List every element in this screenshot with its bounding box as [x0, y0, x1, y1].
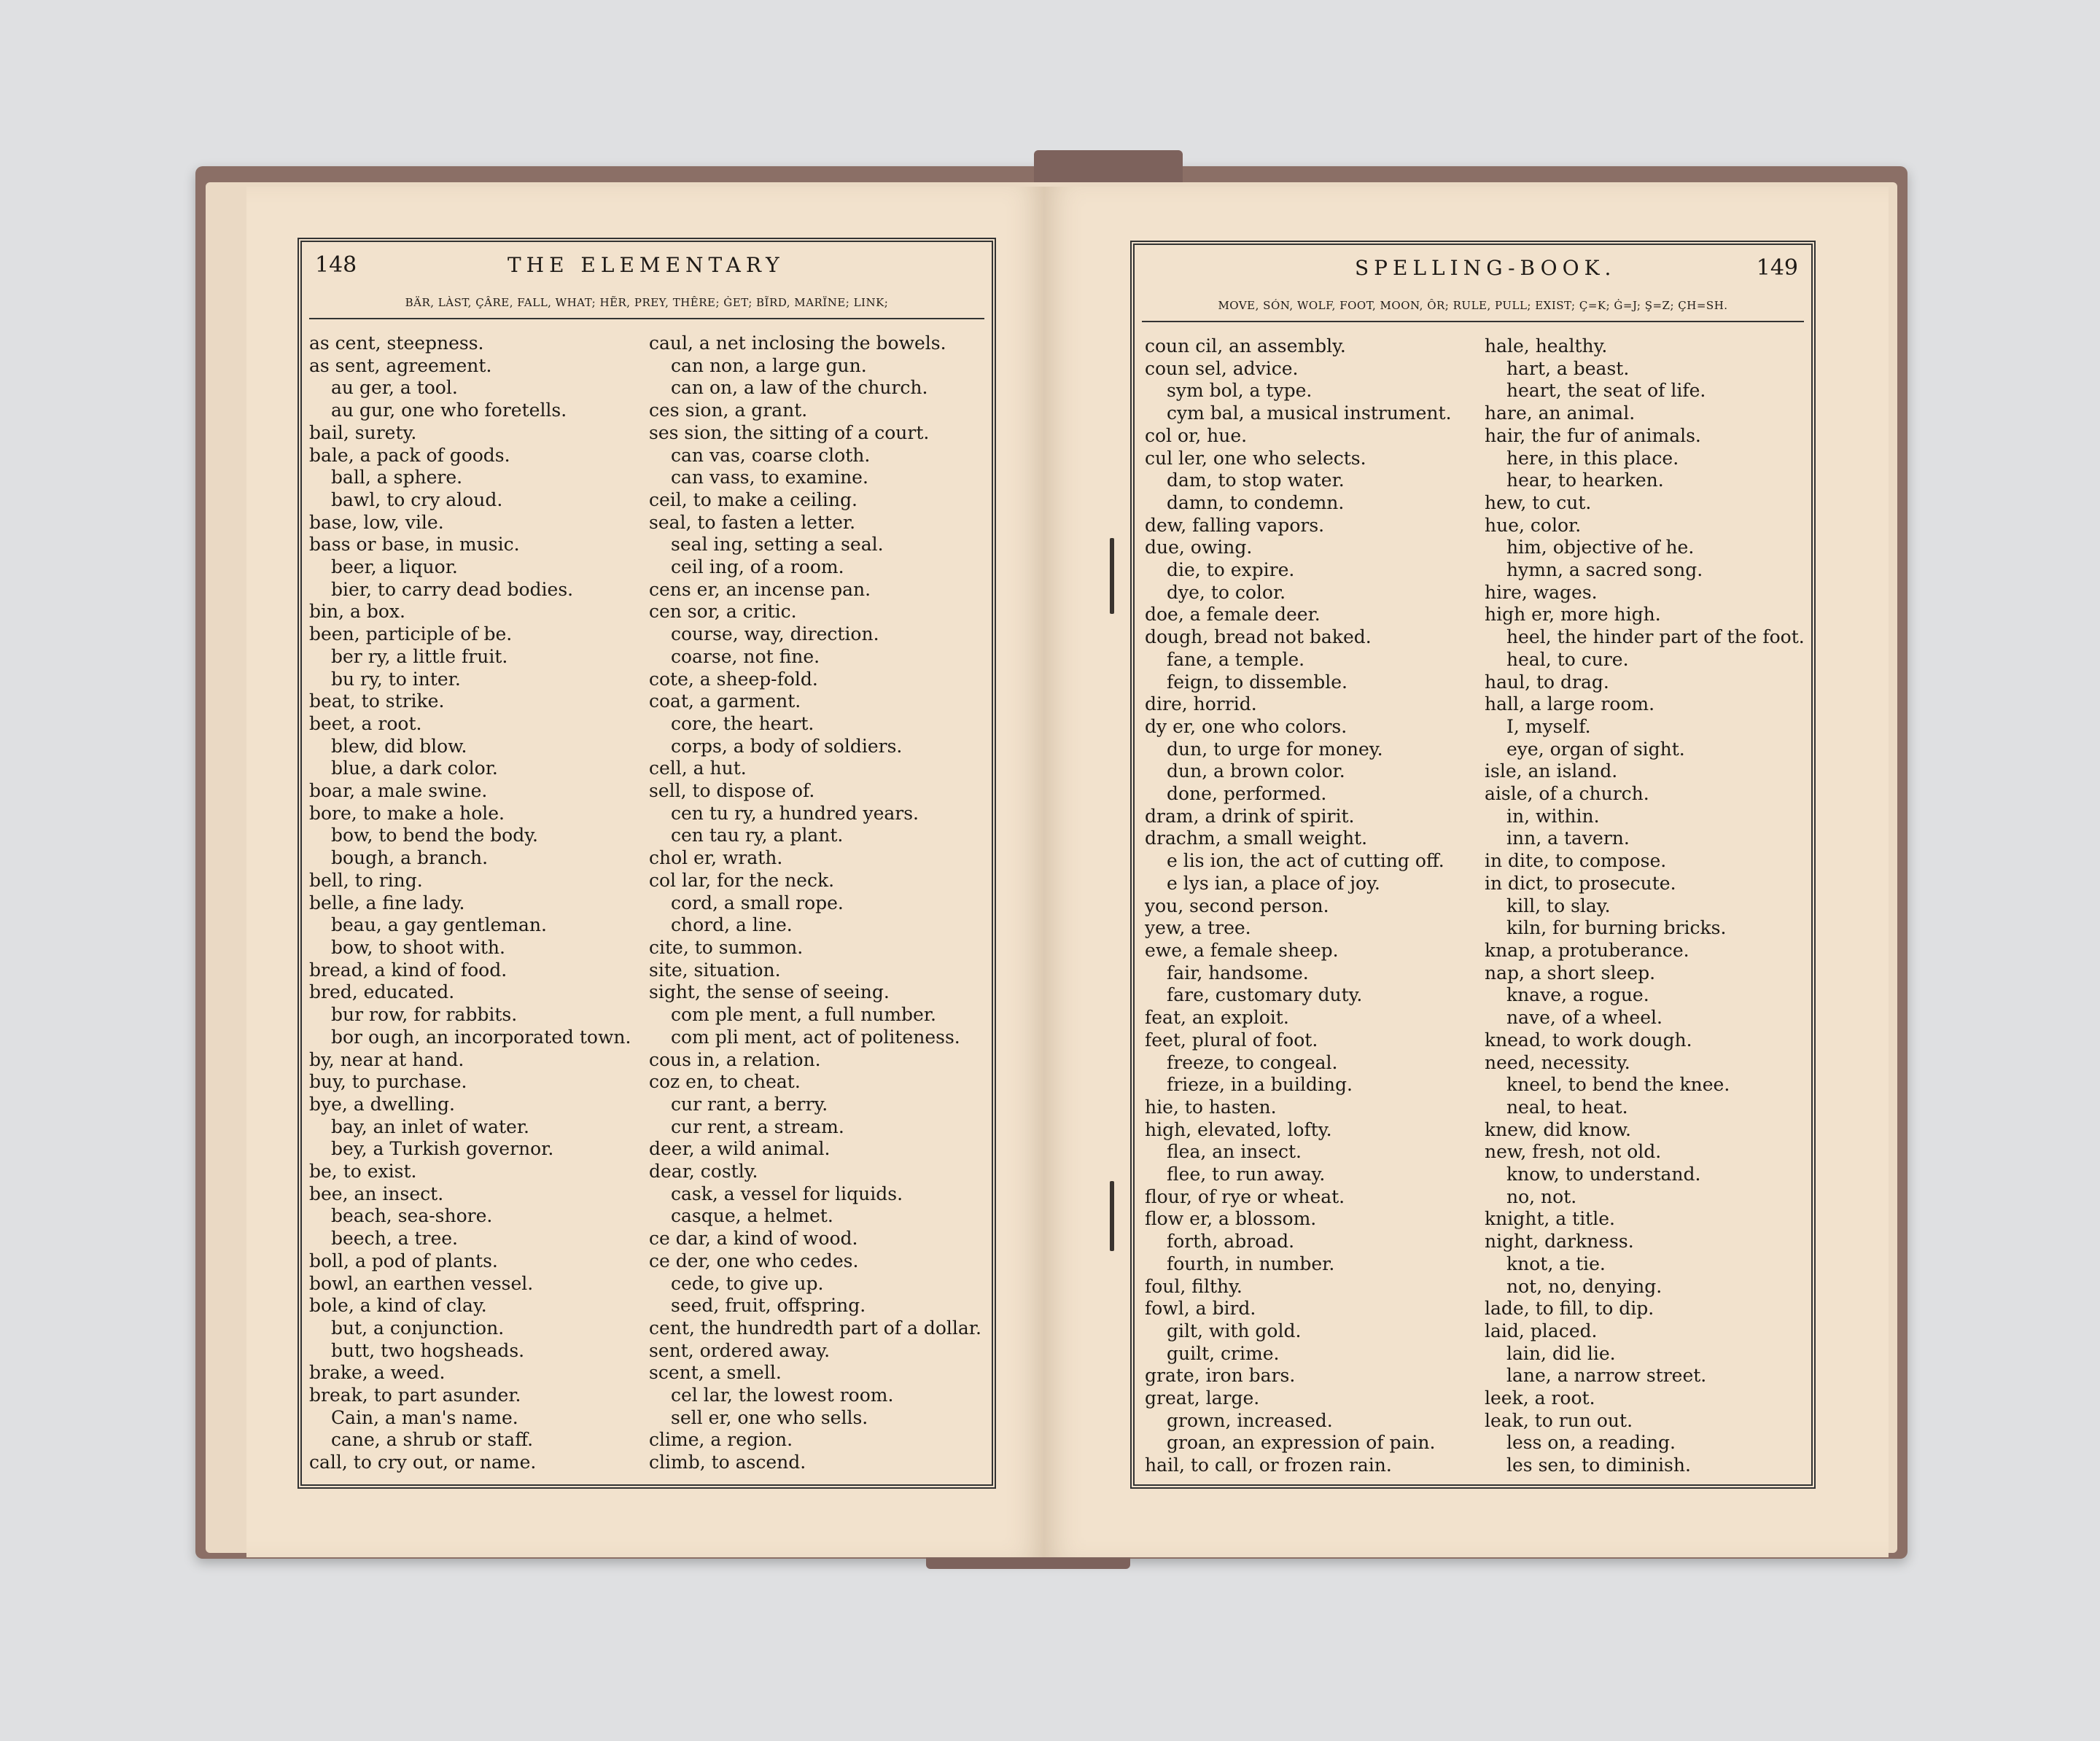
word-entry: ceil ing, of a room.: [671, 556, 844, 578]
binding-staple-lower: [1110, 1181, 1114, 1251]
word-column-right: [649, 332, 992, 1474]
word-entry: hie, to hasten.: [1145, 1096, 1277, 1118]
word-entry: kneel, to bend the knee.: [1506, 1074, 1730, 1096]
word-entry: cul ler, one who selects.: [1145, 447, 1366, 469]
word-column-left: [309, 332, 645, 1474]
word-entry: fowl, a bird.: [1145, 1298, 1256, 1320]
word-entry: feat, an exploit.: [1145, 1007, 1289, 1029]
word-entry: lain, did lie.: [1506, 1342, 1616, 1364]
word-entry: course, way, direction.: [671, 623, 879, 645]
word-entry: cent, the hundredth part of a dollar.: [649, 1317, 981, 1339]
word-entry: knew, did know.: [1485, 1118, 1632, 1140]
word-entry: blue, a dark color.: [331, 757, 498, 779]
word-entry: bass or base, in music.: [309, 534, 520, 556]
word-entry: fourth, in number.: [1167, 1253, 1335, 1274]
word-entry: bell, to ring.: [309, 869, 423, 891]
word-entry: freeze, to congeal.: [1167, 1051, 1338, 1073]
word-entry: in dict, to prosecute.: [1485, 872, 1676, 894]
word-entry: hair, the fur of animals.: [1485, 424, 1701, 446]
word-entry: cur rent, a stream.: [671, 1115, 844, 1137]
word-entry: cel lar, the lowest room.: [671, 1384, 894, 1406]
word-entry: hart, a beast.: [1506, 357, 1630, 379]
word-entry: beat, to strike.: [309, 690, 445, 712]
word-entry: cote, a sheep-fold.: [649, 668, 818, 690]
word-entry: buy, to purchase.: [309, 1071, 467, 1093]
word-entry: bawl, to cry aloud.: [331, 488, 503, 510]
word-entry: sell er, one who sells.: [671, 1406, 868, 1428]
page-number: 148: [315, 252, 357, 278]
word-entry: in dite, to compose.: [1485, 850, 1667, 872]
word-entry: can vass, to examine.: [671, 467, 868, 488]
word-entry: scent, a smell.: [649, 1362, 782, 1384]
word-entry: heart, the seat of life.: [1506, 380, 1706, 402]
word-entry: not, no, denying.: [1506, 1275, 1662, 1297]
word-entry: hail, to call, or frozen rain.: [1145, 1454, 1392, 1476]
word-entry: gilt, with gold.: [1167, 1320, 1302, 1341]
word-entry: chord, a line.: [671, 914, 793, 936]
word-entry: due, owing.: [1145, 537, 1253, 558]
word-entry: bred, educated.: [309, 981, 455, 1003]
word-entry: beau, a gay gentleman.: [331, 914, 547, 936]
word-entry: dam, to stop water.: [1167, 470, 1345, 491]
word-entry: great, large.: [1145, 1387, 1260, 1409]
word-entry: high er, more high.: [1485, 604, 1661, 626]
word-entry: dy er, one who colors.: [1145, 715, 1348, 737]
word-entry: fair, handsome.: [1167, 962, 1309, 984]
word-entry: base, low, vile.: [309, 511, 444, 533]
word-entry: foul, filthy.: [1145, 1275, 1242, 1297]
word-entry: cell, a hut.: [649, 757, 747, 779]
word-entry: hare, an animal.: [1485, 402, 1636, 424]
word-entry: seed, fruit, offspring.: [671, 1295, 866, 1317]
word-entry: knap, a protuberance.: [1485, 939, 1689, 961]
word-entry: hall, a large room.: [1485, 693, 1655, 715]
word-entry: bye, a dwelling.: [309, 1093, 455, 1115]
word-entry: bor ough, an incorporated town.: [331, 1026, 631, 1048]
word-entry: flow er, a blossom.: [1145, 1208, 1317, 1230]
word-entry: site, situation.: [649, 959, 781, 981]
word-entry: coarse, not fine.: [671, 645, 820, 667]
word-entry: coat, a garment.: [649, 690, 801, 712]
word-entry: less on, a reading.: [1506, 1432, 1676, 1454]
word-entry: hale, healthy.: [1485, 335, 1608, 357]
word-entry: inn, a tavern.: [1506, 827, 1630, 849]
word-entry: ce dar, a kind of wood.: [649, 1228, 858, 1250]
word-entry: belle, a fine lady.: [309, 892, 465, 914]
word-entry: fane, a temple.: [1167, 648, 1305, 670]
word-entry: in, within.: [1506, 805, 1600, 827]
word-entry: cym bal, a musical instrument.: [1167, 402, 1452, 424]
word-entry: deer, a wild animal.: [649, 1138, 831, 1160]
word-entry: ball, a sphere.: [331, 467, 463, 488]
word-column-left: [1145, 335, 1480, 1477]
word-entry: au ger, a tool.: [331, 377, 458, 399]
word-entry: hear, to hearken.: [1506, 470, 1664, 491]
word-entry: dun, a brown color.: [1167, 760, 1345, 782]
word-entry: ce der, one who cedes.: [649, 1250, 859, 1271]
word-entry: bow, to shoot with.: [331, 936, 505, 958]
word-entry: dew, falling vapors.: [1145, 514, 1325, 536]
word-entry: heel, the hinder part of the foot.: [1506, 626, 1805, 648]
word-entry: bowl, an earthen vessel.: [309, 1272, 534, 1294]
word-entry: bow, to bend the body.: [331, 825, 538, 846]
word-entry: cask, a vessel for liquids.: [671, 1183, 903, 1204]
word-entry: yew, a tree.: [1145, 917, 1251, 939]
word-entry: isle, an island.: [1485, 760, 1618, 782]
binding-staple-upper: [1110, 538, 1114, 614]
word-entry: here, in this place.: [1506, 447, 1679, 469]
word-entry: know, to understand.: [1506, 1164, 1701, 1185]
word-entry: laid, placed.: [1485, 1320, 1598, 1341]
word-entry: can vas, coarse cloth.: [671, 444, 871, 466]
word-entry: col lar, for the neck.: [649, 869, 835, 891]
word-entry: com pli ment, act of politeness.: [671, 1026, 960, 1048]
word-entry: sight, the sense of seeing.: [649, 981, 890, 1003]
word-entry: cur rant, a berry.: [671, 1093, 828, 1115]
word-entry: blew, did blow.: [331, 735, 467, 757]
word-entry: core, the heart.: [671, 712, 814, 734]
word-entry: leek, a root.: [1485, 1387, 1595, 1409]
word-entry: hire, wages.: [1485, 581, 1598, 603]
word-entry: high, elevated, lofty.: [1145, 1118, 1332, 1140]
word-entry: nap, a short sleep.: [1485, 962, 1656, 984]
word-entry: ses sion, the sitting of a court.: [649, 421, 930, 443]
word-entry: bier, to carry dead bodies.: [331, 578, 574, 600]
running-title: SPELLING-BOOK.: [1355, 256, 1617, 280]
word-entry: guilt, crime.: [1167, 1342, 1280, 1364]
word-entry: brake, a weed.: [309, 1362, 446, 1384]
word-entry: sell, to dispose of.: [649, 780, 815, 802]
word-entry: corps, a body of soldiers.: [671, 735, 903, 757]
word-entry: knave, a rogue.: [1506, 984, 1649, 1006]
word-entry: beer, a liquor.: [331, 556, 458, 578]
word-entry: dye, to color.: [1167, 581, 1286, 603]
word-entry: cens er, an incense pan.: [649, 578, 871, 600]
word-entry: cen tau ry, a plant.: [671, 825, 844, 846]
word-entry: bole, a kind of clay.: [309, 1295, 487, 1317]
word-entry: dough, bread not baked.: [1145, 626, 1372, 648]
pronunciation-key: MOVE, SÓN, WOLF, FOOT, MOON, ÔR; RULE, PULL; EXIST; Ç=K; Ġ=J; Ş=Z; ÇH=SH.: [1142, 290, 1804, 322]
right-page-text-frame: [1130, 241, 1816, 1489]
right-page-header: [1143, 254, 1802, 283]
word-entry: bu ry, to inter.: [331, 668, 461, 690]
word-entry: feet, plural of foot.: [1145, 1029, 1318, 1051]
word-entry: doe, a female deer.: [1145, 604, 1321, 626]
word-entry: eye, organ of sight.: [1506, 738, 1685, 760]
word-entry: col or, hue.: [1145, 424, 1248, 446]
word-entry: him, objective of he.: [1506, 537, 1695, 558]
word-entry: been, participle of be.: [309, 623, 513, 645]
word-entry: coz en, to cheat.: [649, 1071, 801, 1093]
word-entry: les sen, to diminish.: [1506, 1454, 1691, 1476]
word-entry: groan, an expression of pain.: [1167, 1432, 1436, 1454]
word-entry: as cent, steepness.: [309, 332, 484, 354]
word-entry: chol er, wrath.: [649, 847, 783, 869]
word-entry: cous in, a relation.: [649, 1048, 821, 1070]
word-entry: bur row, for rabbits.: [331, 1004, 518, 1026]
word-entry: grate, iron bars.: [1145, 1365, 1296, 1387]
word-entry: coun sel, advice.: [1145, 357, 1299, 379]
word-entry: need, necessity.: [1485, 1051, 1630, 1073]
word-entry: sent, ordered away.: [649, 1339, 831, 1361]
word-entry: can on, a law of the church.: [671, 377, 928, 399]
left-page-header: [311, 251, 983, 280]
word-entry: die, to expire.: [1167, 559, 1295, 581]
word-entry: can non, a large gun.: [671, 354, 867, 376]
word-entry: bough, a branch.: [331, 847, 489, 869]
word-entry: sym bol, a type.: [1167, 380, 1312, 402]
word-entry: coun cil, an assembly.: [1145, 335, 1346, 357]
word-entry: hue, color.: [1485, 514, 1582, 536]
word-entry: done, performed.: [1167, 783, 1327, 805]
word-entry: kiln, for burning bricks.: [1506, 917, 1727, 939]
word-entry: aisle, of a church.: [1485, 783, 1649, 805]
word-entry: flee, to run away.: [1167, 1164, 1326, 1185]
word-entry: kill, to slay.: [1506, 895, 1611, 916]
word-entry: feign, to dissemble.: [1167, 671, 1348, 693]
word-entry: no, not.: [1506, 1185, 1577, 1207]
word-entry: seal, to fasten a letter.: [649, 511, 856, 533]
word-entry: forth, abroad.: [1167, 1231, 1295, 1253]
word-entry: bail, surety.: [309, 421, 417, 443]
word-entry: bee, an insect.: [309, 1183, 444, 1204]
word-column-right: [1485, 335, 1813, 1477]
word-entry: bale, a pack of goods.: [309, 444, 510, 466]
word-entry: fare, customary duty.: [1167, 984, 1363, 1006]
word-entry: e lis ion, the act of cutting off.: [1167, 850, 1444, 872]
word-entry: cord, a small rope.: [671, 892, 844, 914]
word-entry: lade, to fill, to dip.: [1485, 1298, 1654, 1320]
word-entry: be, to exist.: [309, 1161, 417, 1183]
word-entry: but, a conjunction.: [331, 1317, 505, 1339]
word-entry: leak, to run out.: [1485, 1409, 1633, 1431]
word-entry: cen sor, a critic.: [649, 601, 797, 623]
word-entry: neal, to heat.: [1506, 1096, 1628, 1118]
word-entry: com ple ment, a full number.: [671, 1004, 936, 1026]
word-entry: hymn, a sacred song.: [1506, 559, 1703, 581]
word-entry: seal ing, setting a seal.: [671, 534, 884, 556]
word-entry: butt, two hogsheads.: [331, 1339, 525, 1361]
word-entry: night, darkness.: [1485, 1231, 1634, 1253]
word-entry: bore, to make a hole.: [309, 802, 505, 824]
word-entry: knight, a title.: [1485, 1208, 1615, 1230]
word-entry: flour, of rye or wheat.: [1145, 1185, 1345, 1207]
word-entry: frieze, in a building.: [1167, 1074, 1353, 1096]
word-entry: casque, a helmet.: [671, 1205, 833, 1227]
word-entry: clime, a region.: [649, 1429, 793, 1451]
running-title: THE ELEMENTARY: [508, 253, 785, 277]
word-entry: heal, to cure.: [1506, 648, 1629, 670]
word-entry: dire, horrid.: [1145, 693, 1257, 715]
word-entry: ewe, a female sheep.: [1145, 939, 1339, 961]
word-entry: call, to cry out, or name.: [309, 1452, 537, 1473]
left-page-text-frame: [298, 238, 996, 1489]
page-number: 149: [1756, 255, 1798, 281]
word-entry: e lys ian, a place of joy.: [1167, 872, 1380, 894]
word-entry: break, to part asunder.: [309, 1384, 521, 1406]
word-entry: ceil, to make a ceiling.: [649, 488, 858, 510]
word-entry: climb, to ascend.: [649, 1452, 806, 1473]
word-entry: hew, to cut.: [1485, 491, 1592, 513]
word-entry: caul, a net inclosing the bowels.: [649, 332, 946, 354]
pronunciation-key: BÄR, LÀST, ÇÂRE, FALL, WHAT; HẼR, PREY, THÊRE; ĠET; BĨRD, MARÏNE; LINK;: [309, 287, 984, 319]
word-entry: beech, a tree.: [331, 1228, 458, 1250]
word-entry: haul, to drag.: [1485, 671, 1609, 693]
word-entry: damn, to condemn.: [1167, 491, 1345, 513]
word-entry: au gur, one who foretells.: [331, 400, 567, 421]
word-entry: cite, to summon.: [649, 936, 804, 958]
word-entry: ber ry, a little fruit.: [331, 645, 508, 667]
word-entry: dram, a drink of spirit.: [1145, 805, 1355, 827]
word-entry: grown, increased.: [1167, 1409, 1333, 1431]
word-entry: as sent, agreement.: [309, 354, 492, 376]
word-entry: boar, a male swine.: [309, 780, 488, 802]
word-entry: dun, to urge for money.: [1167, 738, 1383, 760]
word-entry: new, fresh, not old.: [1485, 1141, 1662, 1163]
word-entry: I, myself.: [1506, 715, 1591, 737]
word-entry: bin, a box.: [309, 601, 405, 623]
word-entry: Cain, a man's name.: [331, 1406, 518, 1428]
word-entry: bay, an inlet of water.: [331, 1115, 529, 1137]
word-entry: boll, a pod of plants.: [309, 1250, 498, 1271]
word-entry: beet, a root.: [309, 712, 422, 734]
word-entry: bey, a Turkish governor.: [331, 1138, 554, 1160]
word-entry: beach, sea-shore.: [331, 1205, 493, 1227]
word-entry: bread, a kind of food.: [309, 959, 508, 981]
word-entry: cede, to give up.: [671, 1272, 824, 1294]
word-entry: by, near at hand.: [309, 1048, 464, 1070]
word-entry: dear, costly.: [649, 1161, 758, 1183]
word-entry: cen tu ry, a hundred years.: [671, 802, 919, 824]
word-entry: flea, an insect.: [1167, 1141, 1302, 1163]
word-entry: drachm, a small weight.: [1145, 827, 1368, 849]
word-entry: knead, to work dough.: [1485, 1029, 1692, 1051]
word-entry: lane, a narrow street.: [1506, 1365, 1707, 1387]
word-entry: knot, a tie.: [1506, 1253, 1606, 1274]
word-entry: ces sion, a grant.: [649, 400, 808, 421]
word-entry: nave, of a wheel.: [1506, 1007, 1662, 1029]
word-entry: you, second person.: [1145, 895, 1329, 916]
word-entry: cane, a shrub or staff.: [331, 1429, 534, 1451]
